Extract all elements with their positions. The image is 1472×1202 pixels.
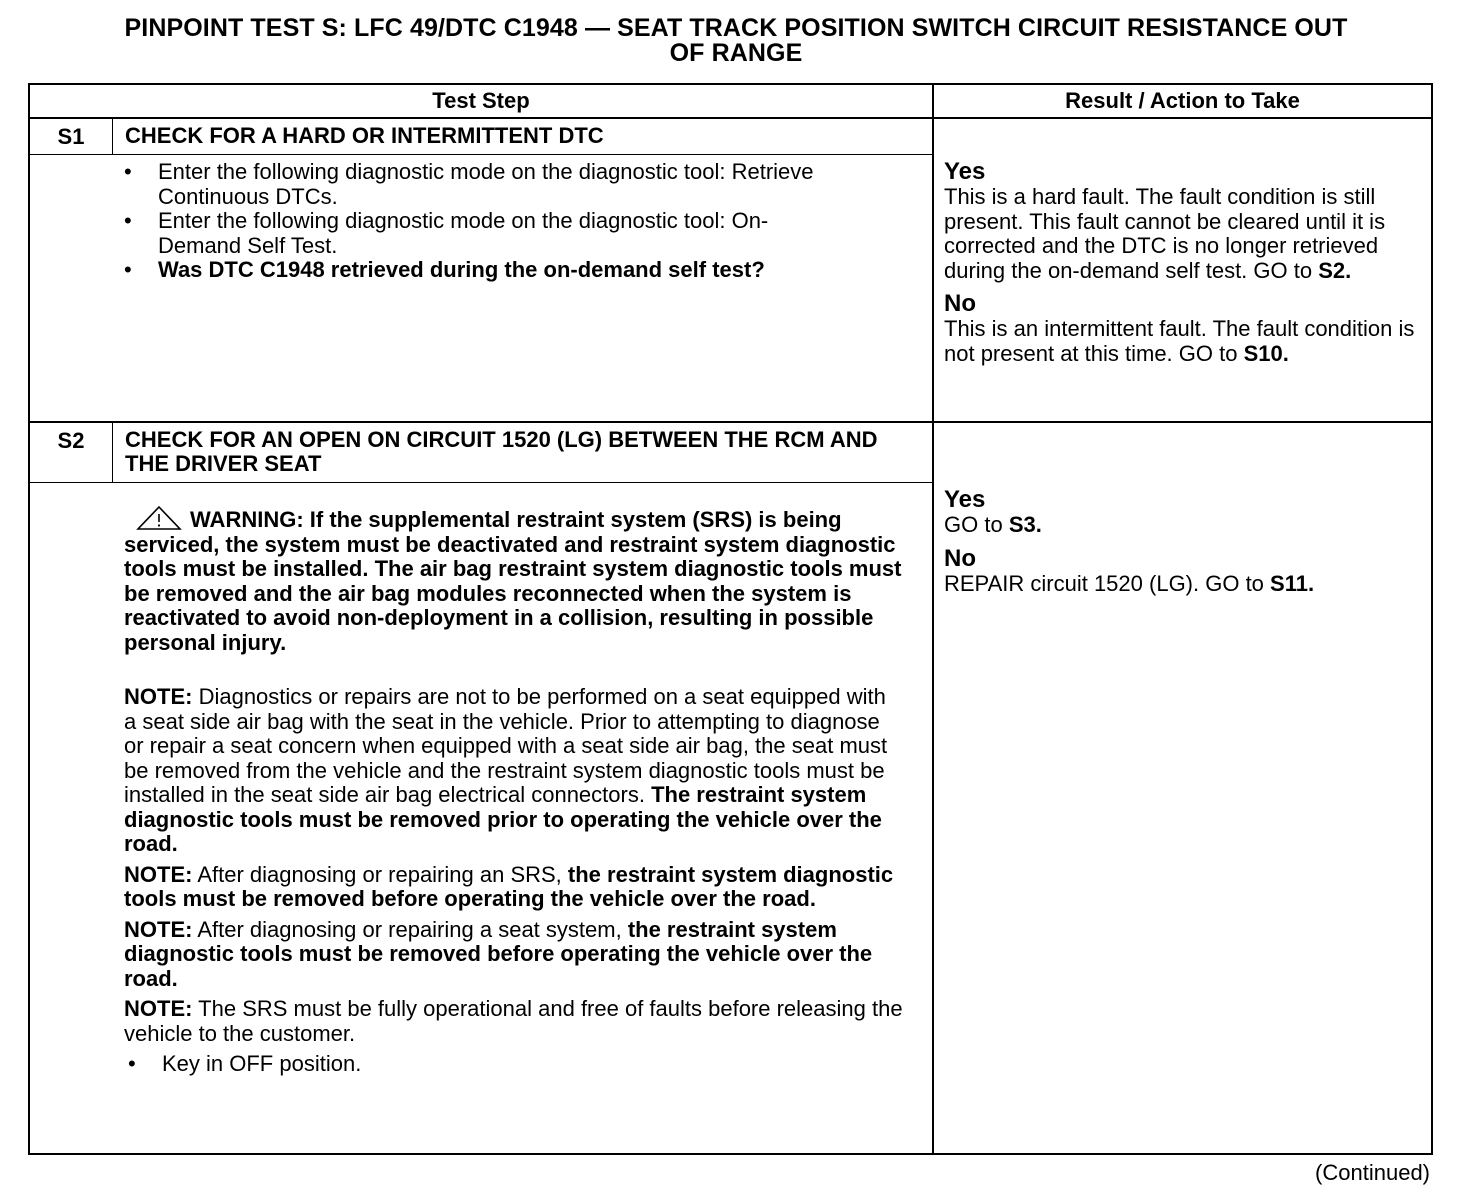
note-4 [124,997,904,1046]
note-4-text: The SRS must be fully operational and free of faults before releasing the vehicle to the customer. [124,996,903,1046]
step-id-s1: S1 [57,124,85,149]
s2-no-body: REPAIR circuit 1520 (LG). GO to [944,570,1264,596]
s2-no-text [944,572,1428,597]
s1-test-step-body [120,160,920,283]
s2-no-goto: S11. [1270,570,1315,596]
step-id-divider [112,422,113,483]
s1-bullet-3: Was DTC C1948 retrieved during the on-demand self test? [158,257,765,282]
header-result-action: Result / Action to Take [1065,88,1300,113]
s1-title-bottom-line [30,154,932,155]
warning-text: WARNING: If the supplemental restraint system (SRS) is being serviced, the system must be deactivated and restraint system diagnostic tools must be installed. The air bag restraint system diagnostic tools must be removed and the air bag modules reconnected when the system is reactivated to avoid non-deployment in a collision, resulting in possible personal injury. [124,507,902,655]
s2-test-step-body [124,505,904,1077]
page-title [0,16,1472,66]
note-2-text: After diagnosing or repairing an SRS, [197,861,562,887]
column-divider [932,85,934,1153]
note-3-text: After diagnosing or repairing a seat system, [197,916,622,942]
step-title-s1: CHECK FOR A HARD OR INTERMITTENT DTC [125,123,604,148]
s2-yes-goto: S3. [1008,512,1042,537]
s1-no-goto: S10. [1243,340,1289,366]
s1-bottom-line [30,421,1431,423]
s1-yes-goto: S2. [1318,257,1352,283]
title-line-2: OF RANGE [669,39,803,67]
s1-no-text [944,317,1428,366]
note-1 [124,685,904,857]
bullet-icon: • [124,257,132,282]
s2-title-bottom-line [30,482,932,483]
s1-result-cell [944,159,1428,374]
list-item [124,1052,904,1077]
step-title-s2: CHECK FOR AN OPEN ON CIRCUIT 1520 (LG) BETWEEN THE RCM AND THE DRIVER SEAT [125,427,878,476]
list-item [120,160,920,209]
s2-result-cell [944,487,1428,604]
continued-label: (Continued) [1315,1160,1430,1185]
s2-bullet-1: Key in OFF position. [162,1051,362,1076]
bullet-icon: • [128,1051,136,1076]
warning-triangle-icon [136,505,182,531]
step-id-s2: S2 [57,428,85,453]
s2-yes-body: GO to [944,512,1003,537]
s2-yes-text [944,513,1428,538]
note-1-bold: The restraint system diagnostic tools must be removed prior to operating the vehicle over the road. [124,782,882,856]
note-3-bold: the restraint system diagnostic tools must be removed before operating the vehicle over the road. [124,916,873,991]
s2-yes-label: Yes [944,486,986,513]
s1-no-body: This is an intermittent fault. The fault condition is not present at this time. GO to [944,316,1415,366]
s2-no-label: No [944,544,976,572]
note-3 [124,918,904,992]
s1-yes-body: This is a hard fault. The fault condition is still present. This fault cannot be cleared until it is corrected and the DTC is no longer retrieved during the on-demand self test. GO to [944,184,1386,283]
note-2-bold: the restraint system diagnostic tools must be removed before operating the vehicle over the road. [124,861,894,911]
note-1-label: NOTE: [124,684,193,709]
note-2 [124,863,904,912]
bullet-icon: • [124,208,132,233]
note-1-text: Diagnostics or repairs are not to be performed on a seat equipped with a seat side air bag with the seat in the vehicle. Prior to attempting to diagnose or repair a seat concern when equipped with a seat side air bag, the seat must be removed from the vehicle and the restraint system diagnostic tools must be installed in the seat side air bag electrical connectors. [124,684,888,807]
title-line-1: PINPOINT TEST S: LFC 49/DTC C1948 — SEAT TRACK POSITION SWITCH CIRCUIT RESISTANCE OUT [124,14,1348,42]
pinpoint-test-table [28,83,1433,1155]
note-3-label: NOTE: [124,916,193,942]
note-4-label: NOTE: [124,996,193,1021]
s1-yes-text [944,185,1428,283]
s1-bullet-list [120,160,920,283]
note-2-label: NOTE: [124,861,193,887]
step-id-divider [112,118,113,154]
bullet-icon: • [124,159,132,184]
header-test-step: Test Step [432,88,530,113]
warning-block [124,505,904,655]
s1-no-label: No [944,290,976,317]
list-item [120,209,920,258]
s1-yes-label: Yes [944,158,986,185]
s1-bullet-2: Enter the following diagnostic mode on the diagnostic tool: On-Demand Self Test. [158,208,769,258]
list-item [120,258,920,283]
s1-bullet-1: Enter the following diagnostic mode on the diagnostic tool: Retrieve Continuous DTCs. [158,159,814,209]
s2-bullet-list [124,1052,904,1077]
